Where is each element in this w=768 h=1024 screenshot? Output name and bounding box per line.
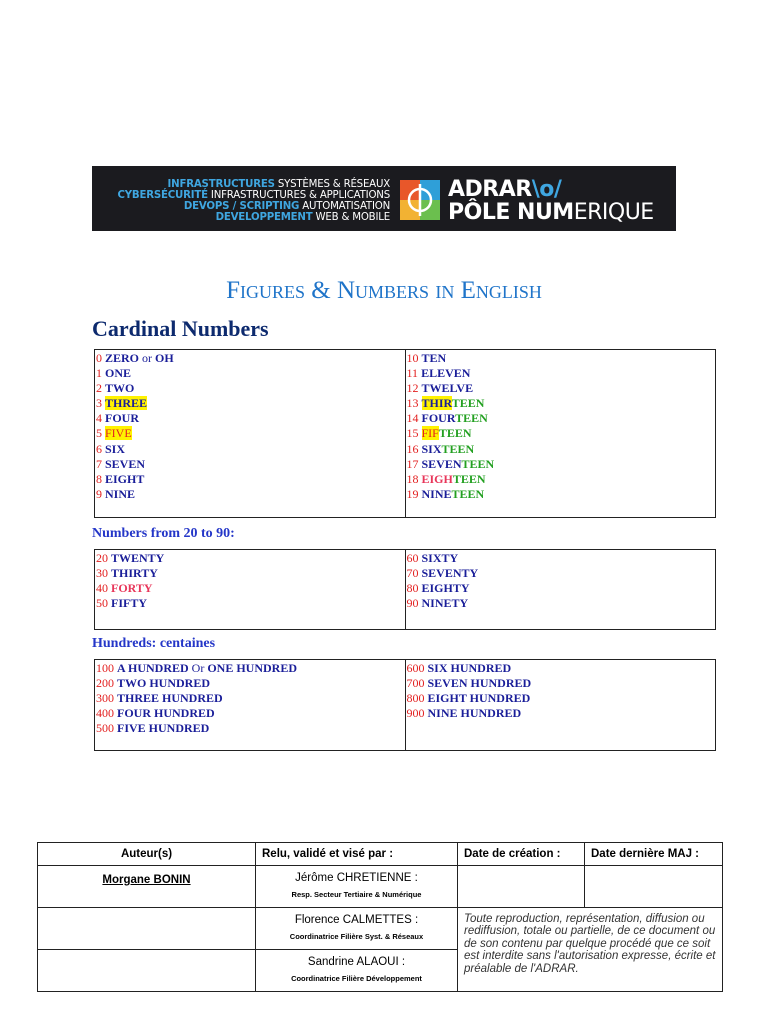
number-row: [407, 366, 716, 381]
header-banner: [92, 166, 676, 231]
reviewer-name: Sandrine ALAOUI :: [307, 956, 406, 968]
number-word: SIX HUNDRED: [427, 661, 512, 675]
number-row: [96, 396, 405, 411]
number-row: [96, 661, 405, 676]
number-digit: 5: [96, 426, 102, 441]
cardinal-table: [94, 349, 716, 518]
number-digit: 100: [96, 661, 114, 675]
number-digit: 16: [406, 441, 419, 456]
number-digit: 20: [96, 551, 108, 565]
cardinal-right-col: [405, 350, 716, 518]
number-digit: 6: [96, 441, 102, 456]
number-word: THREE: [105, 396, 148, 411]
number-word: THIR: [421, 396, 452, 411]
reviewer-name: Florence CALMETTES :: [294, 914, 419, 926]
reviewer-cell-3: [256, 950, 458, 992]
number-word: FIF: [421, 426, 439, 441]
number-word: ONE HUNDRED: [204, 661, 298, 675]
number-row: [96, 457, 405, 472]
number-row: [96, 411, 405, 426]
reviewer-cell-1: [256, 866, 458, 908]
number-word: TEN: [421, 351, 447, 365]
document-info-table: [37, 842, 723, 992]
number-word: Or: [191, 661, 205, 675]
number-row: [407, 691, 716, 706]
number-row: [407, 381, 716, 396]
number-word: SIXTY: [421, 551, 459, 565]
number-digit: 1: [96, 366, 102, 381]
number-digit: 18: [406, 471, 419, 486]
number-word: TWENTY: [111, 551, 165, 565]
number-row: [96, 487, 405, 502]
number-row: [407, 566, 716, 581]
number-word: FOUR: [421, 411, 456, 426]
number-digit: 50: [96, 596, 108, 611]
number-row: [96, 426, 405, 441]
number-row: [96, 691, 405, 706]
number-digit: 40: [96, 581, 108, 596]
adrar-logo-icon: [400, 180, 440, 220]
number-word: or: [142, 351, 153, 365]
number-digit: 3: [96, 396, 102, 411]
number-digit: 300: [96, 691, 114, 706]
number-word: SIX: [105, 441, 126, 456]
number-row: [96, 721, 405, 736]
number-row: [96, 581, 405, 596]
number-digit: 0: [96, 351, 102, 365]
number-word: NINETY: [421, 596, 469, 611]
number-word: OH: [152, 351, 174, 365]
number-digit: 8: [96, 471, 102, 486]
number-digit: 200: [96, 676, 114, 691]
number-word: FORTY: [111, 581, 153, 596]
number-digit: 70: [406, 566, 419, 581]
number-digit: 12: [406, 381, 419, 396]
number-word: SEVEN: [105, 456, 146, 471]
header-authors: Auteur(s): [38, 843, 256, 866]
number-row: [407, 551, 716, 566]
author-name: Morgane BONIN: [102, 874, 191, 886]
number-row: [96, 381, 405, 396]
number-row: [407, 581, 716, 596]
number-digit: 2: [96, 381, 102, 396]
tens-table: [94, 549, 716, 630]
number-row: [96, 366, 405, 381]
number-word: NINE HUNDRED: [427, 706, 522, 721]
number-digit: 15: [406, 426, 419, 441]
number-row: [407, 426, 716, 441]
author-empty-cell: [38, 908, 256, 950]
number-digit: 19: [406, 486, 419, 501]
number-digit: 500: [96, 721, 114, 736]
number-word: TEEN: [441, 441, 475, 456]
hundreds-left-col: [95, 660, 406, 751]
header-reviewed: Relu, validé et visé par :: [256, 843, 458, 866]
number-word: FOUR HUNDRED: [117, 706, 215, 721]
number-word: TEEN: [451, 486, 485, 501]
number-row: [407, 596, 716, 611]
number-word: SIX: [421, 441, 442, 456]
hundreds-right-col: [405, 660, 716, 751]
number-digit: 14: [406, 411, 419, 426]
cardinal-heading: Cardinal Numbers: [92, 316, 269, 341]
number-word: TEEN: [452, 471, 486, 486]
reviewer-cell-2: [256, 908, 458, 950]
tagline-line-3: DEVOPS / SCRIPTING AUTOMATISATION: [183, 201, 390, 212]
number-row: [96, 706, 405, 721]
legal-notice: Toute reproduction, représentation, diffusion ou rediffusion, totale ou partielle, de ce document ou de son contenu par quelque procédé que ce soit est interdite sans l'autorisation expresse, écrite et préalable de l'ADRAR.: [458, 908, 723, 992]
update-date-cell: [585, 866, 723, 908]
hundreds-heading: Hundreds: centaines: [92, 636, 216, 651]
number-digit: 700: [406, 676, 425, 691]
number-digit: 13: [406, 396, 419, 411]
number-row: [407, 442, 716, 457]
number-word: THREE HUNDRED: [117, 691, 223, 706]
creation-date-cell: [458, 866, 585, 908]
number-row: [407, 676, 716, 691]
number-digit: 7: [96, 456, 102, 471]
number-digit: 400: [96, 706, 114, 721]
number-word: SEVEN HUNDRED: [427, 676, 532, 691]
number-row: [96, 596, 405, 611]
number-digit: 80: [406, 581, 419, 596]
number-row: [96, 676, 405, 691]
tens-right-col: [405, 550, 716, 630]
number-word: SEVEN: [421, 456, 462, 471]
number-word: FIVE HUNDRED: [117, 721, 210, 736]
number-digit: 4: [96, 411, 102, 426]
number-row: [407, 411, 716, 426]
number-digit: 60: [406, 551, 419, 565]
number-word: NINE: [421, 486, 452, 501]
number-word: FIVE: [105, 426, 132, 441]
number-word: TWELVE: [421, 381, 474, 396]
number-word: ZERO: [105, 351, 143, 365]
document-title: Figures & Numbers in English: [226, 277, 542, 304]
number-digit: 900: [406, 706, 425, 721]
number-row: [96, 472, 405, 487]
number-word: TWO HUNDRED: [117, 676, 211, 691]
reviewer-name: Jérôme CHRETIENNE :: [295, 872, 418, 884]
cardinal-left-col: [95, 350, 406, 518]
number-word: A HUNDRED: [117, 661, 192, 675]
number-word: EIGHT HUNDRED: [427, 691, 531, 706]
hundreds-table: [94, 659, 716, 751]
author-empty-cell: [38, 950, 256, 992]
number-word: TEEN: [461, 456, 495, 471]
reviewer-role: Coordinatrice Filière Syst. & Réseaux: [289, 932, 424, 941]
number-row: [407, 487, 716, 502]
number-row: [407, 472, 716, 487]
number-word: ELEVEN: [421, 366, 471, 381]
number-word: SEVENTY: [421, 566, 479, 581]
number-word: NINE: [105, 486, 136, 501]
number-word: FIFTY: [111, 596, 147, 611]
number-row: [407, 706, 716, 721]
number-row: [96, 351, 405, 366]
number-word: EIGH: [421, 471, 453, 486]
author-cell: [38, 866, 256, 908]
number-word: ONE: [105, 366, 132, 381]
number-row: [407, 351, 716, 366]
tagline-line-2: CYBERSÉCURITÉ INFRASTRUCTURES & APPLICATIONS: [117, 190, 390, 201]
header-created: Date de création :: [458, 843, 585, 866]
number-word: TEEN: [451, 396, 485, 411]
tens-left-col: [95, 550, 406, 630]
tens-heading: Numbers from 20 to 90:: [92, 526, 235, 541]
brand-name: ADRAR\o/ PÔLE NUMERIQUE: [448, 177, 654, 225]
number-digit: 9: [96, 486, 102, 501]
reviewer-role: Coordinatrice Filière Développement: [291, 974, 422, 983]
number-digit: 30: [96, 566, 108, 581]
number-word: TWO: [105, 381, 135, 396]
number-word: TEEN: [455, 411, 488, 426]
number-digit: 10: [406, 351, 419, 365]
number-row: [96, 551, 405, 566]
number-row: [407, 396, 716, 411]
reviewer-role: Resp. Secteur Tertiaire & Numérique: [291, 890, 422, 899]
banner-tagline: [92, 179, 390, 223]
number-row: [407, 457, 716, 472]
number-row: [96, 442, 405, 457]
number-word: TEEN: [438, 426, 472, 441]
number-row: [407, 661, 716, 676]
number-word: FOUR: [105, 411, 139, 426]
number-digit: 90: [406, 596, 419, 611]
number-row: [96, 566, 405, 581]
tagline-line-4: DEVELOPPEMENT WEB & MOBILE: [215, 212, 390, 223]
number-word: THIRTY: [111, 566, 158, 581]
number-word: EIGHT: [105, 471, 145, 486]
header-updated: Date dernière MAJ :: [585, 843, 723, 866]
number-digit: 17: [406, 456, 419, 471]
number-digit: 600: [406, 661, 425, 675]
number-word: EIGHTY: [421, 581, 470, 596]
tagline-line-1: INFRASTRUCTURES SYSTÈMES & RÉSEAUX: [167, 179, 390, 190]
number-digit: 800: [406, 691, 425, 706]
number-digit: 11: [406, 366, 419, 381]
